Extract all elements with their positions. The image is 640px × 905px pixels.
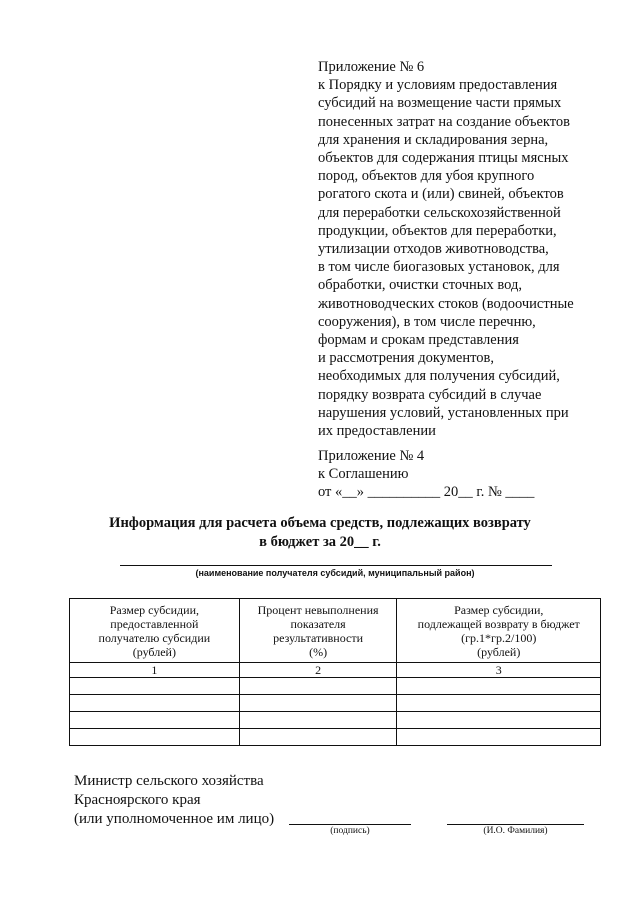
appendix-6-line: понесенных затрат на создание объектов xyxy=(318,113,570,130)
appendix-6-line: утилизации отходов животноводства, xyxy=(318,241,549,258)
appendix-4-line: к Соглашению xyxy=(318,466,409,483)
appendix-6-line: рогатого скота и (или) свиней, объектов xyxy=(318,186,564,203)
table-cell[interactable] xyxy=(397,695,601,712)
signatory-line: Красноярского края xyxy=(74,792,201,808)
info-table xyxy=(69,598,601,746)
appendix-6-line: нарушения условий, установленных при xyxy=(318,404,569,421)
appendix-6-block xyxy=(318,58,618,440)
signature-field-line[interactable] xyxy=(289,824,411,825)
name-field-line[interactable] xyxy=(447,824,584,825)
signatory-line: (или уполномоченное им лицо) xyxy=(74,811,275,827)
appendix-6-line: сооружения), в том числе перечню, xyxy=(318,313,536,330)
table-cell[interactable] xyxy=(239,695,397,712)
table-row xyxy=(70,729,601,746)
header-subsidy-amount xyxy=(70,599,240,663)
appendix-6-line: пород, объектов для убоя крупного xyxy=(318,168,535,185)
column-number: 3 xyxy=(397,663,601,678)
table-row xyxy=(70,678,601,695)
table-cell[interactable] xyxy=(397,729,601,746)
header-nonfulfillment-percent xyxy=(239,599,397,663)
header-text: Размер субсидии, xyxy=(454,603,544,617)
header-text: предоставленной xyxy=(110,617,199,631)
column-number: 2 xyxy=(239,663,397,678)
appendix-4-line: Приложение № 4 xyxy=(318,448,425,464)
table-cell[interactable] xyxy=(239,729,397,746)
table-cell[interactable] xyxy=(70,695,240,712)
agreement-date-line: от «__» __________ 20__ г. № ____ xyxy=(318,484,535,501)
table-cell[interactable] xyxy=(70,712,240,729)
header-text: получателю субсидии xyxy=(98,631,211,645)
table-column-numbers-row xyxy=(70,663,601,678)
appendix-6-line: формам и срокам представления xyxy=(318,332,519,349)
appendix-6-line: для переработки сельскохозяйственной xyxy=(318,204,561,221)
appendix-6-line: животноводческих стоков (водоочистные xyxy=(318,295,574,312)
header-refund-amount xyxy=(397,599,601,663)
document-title xyxy=(60,514,580,551)
table-row xyxy=(70,695,601,712)
table-cell[interactable] xyxy=(239,678,397,695)
appendix-6-line: обработки, очистки сточных вод, xyxy=(318,277,522,294)
appendix-6-line: и рассмотрения документов, xyxy=(318,350,494,367)
table-cell[interactable] xyxy=(239,712,397,729)
header-text: (гр.1*гр.2/100) xyxy=(461,631,537,645)
recipient-caption: (наименование получателя субсидий, муниципальный район) xyxy=(195,568,475,578)
name-caption: (И.О. Фамилия) xyxy=(483,826,548,836)
appendix-6-line: Приложение № 6 xyxy=(318,59,425,75)
appendix-6-line: необходимых для получения субсидий, xyxy=(318,368,560,385)
header-text: (рублей) xyxy=(132,645,176,659)
appendix-6-line: порядку возврата субсидий в случае xyxy=(318,386,542,403)
signatory-block xyxy=(74,772,294,829)
appendix-4-block xyxy=(318,447,618,502)
header-text: показателя xyxy=(290,617,346,631)
header-text: подлежащей возврату в бюджет xyxy=(417,617,580,631)
table-cell[interactable] xyxy=(70,678,240,695)
appendix-6-line: субсидий на возмещение части прямых xyxy=(318,95,562,112)
appendix-6-line: для хранения и складирования зерна, xyxy=(318,131,549,148)
appendix-6-line: объектов для содержания птицы мясных xyxy=(318,150,569,167)
table-cell[interactable] xyxy=(70,729,240,746)
title-line-2: в бюджет за 20__ г. xyxy=(259,533,381,550)
signatory-line: Министр сельского хозяйства xyxy=(74,773,264,789)
header-text: Процент невыполнения xyxy=(257,603,379,617)
recipient-name-line xyxy=(120,565,552,566)
header-text: (рублей) xyxy=(477,645,521,659)
table-header-row xyxy=(70,599,601,663)
header-text: результативности xyxy=(273,631,364,645)
table-cell[interactable] xyxy=(397,678,601,695)
column-number: 1 xyxy=(70,663,240,678)
signature-caption: (подпись) xyxy=(330,826,370,836)
appendix-6-line: их предоставлении xyxy=(318,423,436,440)
appendix-6-line: продукции, объектов для переработки, xyxy=(318,222,557,239)
table-row xyxy=(70,712,601,729)
appendix-6-line: в том числе биогазовых установок, для xyxy=(318,259,560,276)
appendix-6-line: к Порядку и условиям предоставления xyxy=(318,77,558,94)
table-cell[interactable] xyxy=(397,712,601,729)
header-text: (%) xyxy=(309,645,328,659)
header-text: Размер субсидии, xyxy=(109,603,199,617)
title-line-1: Информация для расчета объема средств, подлежащих возврату xyxy=(109,515,531,531)
